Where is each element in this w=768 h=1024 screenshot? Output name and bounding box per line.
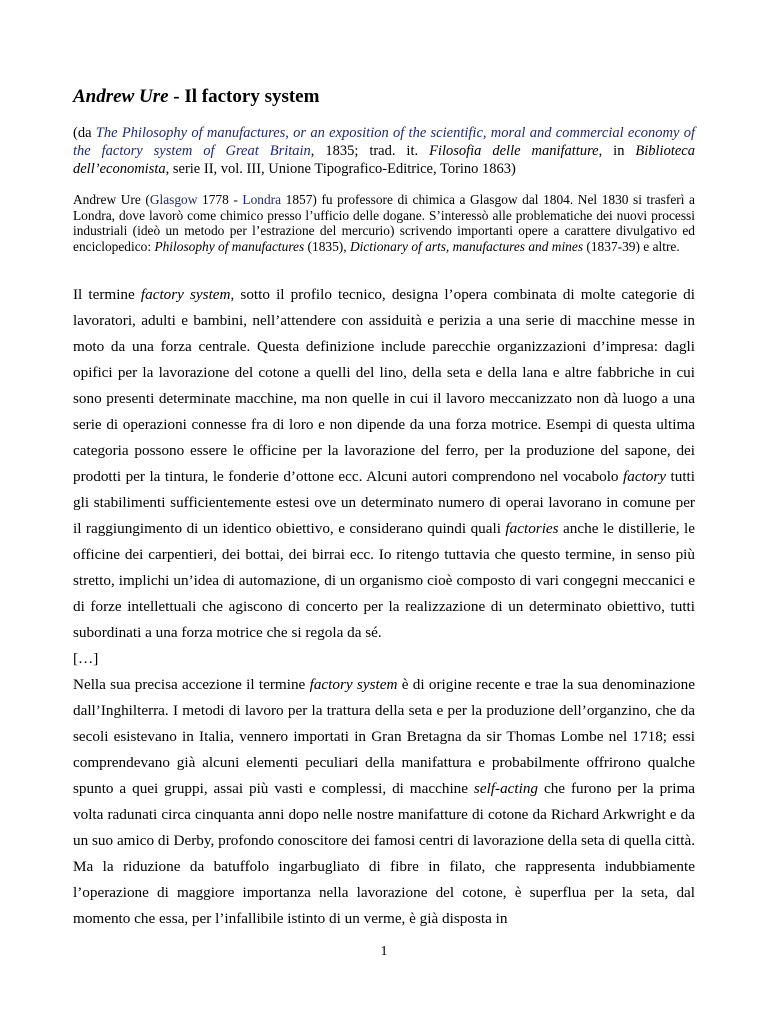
para1-em-2: factory [623, 468, 667, 485]
bio-part-3: 1857) fu professore di chimica a Glasgow dal 1804. Nel 1830 si trasferì a Londra, dove lavorò come chimico presso l’ufficio delle dogane. S’interessò alle problematiche dei nuovi processi industriali (ideò un metodo per l’estrazione del mercurio) scrivendo importanti opere a carattere divulgativo ed enciclopedico: [73, 192, 695, 254]
bio-work-1: Philosophy of manufactures [154, 238, 305, 254]
source-open: (da [73, 125, 96, 141]
bio-part-5: (1837-39) e altre. [583, 238, 680, 254]
source-tail: , serie II, vol. III, Unione Tipografico-Editrice, Torino 1863) [165, 161, 516, 177]
para2-em-2: self-acting [473, 780, 539, 797]
body-paragraph-1 [73, 282, 695, 646]
author-bio [73, 192, 695, 254]
para1-text-1: Il termine [73, 286, 141, 303]
page-number: 1 [380, 944, 388, 959]
body-paragraph-2 [73, 672, 695, 932]
title-author: Andrew Ure [73, 86, 169, 107]
italian-title: Filosofia delle manifatture [429, 143, 599, 159]
para2-text-1: Nella sua precisa accezione il termine [73, 676, 310, 693]
source-citation [73, 124, 695, 178]
source-in: , in [598, 143, 636, 159]
title-rest: - Il factory system [168, 86, 320, 107]
source-after-title: , 1835; trad. it. [310, 143, 430, 159]
para1-em-3: factories [505, 520, 559, 537]
para1-em-1: factory system [140, 286, 231, 303]
collection-title: Biblioteca dell’economista [73, 143, 695, 177]
omission-mark: […] [73, 650, 99, 667]
page-title [73, 84, 695, 110]
para2-em-1: factory system [309, 676, 398, 693]
para1-text-3: tutti gli stabilimenti sufficientemente estesi ove un determinato numero di operai lavorano in comune per il raggiungimento di un identico obiettivo, e considerano quindi quali [73, 468, 695, 537]
para2-text-2: è di origine recente e trae la sua denominazione dall’Inghilterra. I metodi di lavoro per la trattura della seta e per la produzione dell’organzino, che da secoli esistevano in Italia, vennero importati in Gran Bretagna da sir Thomas Lombe nel 1718; essi comprendevano già alcuni elementi peculiari della manifattura e probabilmente offrirono qualche spunto a quei gruppi, assai più vasti e complessi, di macchine [73, 676, 695, 797]
para1-text-2: , sotto il profilo tecnico, designa l’opera combinata di molte categorie di lavoratori, adulti e bambini, nell’attendere con assiduità e perizia a una serie di macchine messe in moto da una forza centrale. Questa definizione include parecchie organizzazioni d’impresa: dagli opifici per la lavorazione del cotone a quelli del lino, della seta e della lana e altre fabbriche in cui sono presenti determinate macchine, ma non quelle in cui il lavoro meccanizzato non dà luogo a una serie di operazioni connesse fra di loro e non dipende da una forza motrice. Esempi di questa ultima categoria possono essere le officine per la lavorazione del ferro, per la produzione del sapone, dei prodotti per la tintura, le fonderie d’ottone ecc. Alcuni autori comprendono nel vocabolo [73, 286, 695, 485]
birth-place-link[interactable]: Glasgow [149, 192, 198, 207]
original-title: The Philosophy of manufactures, or an exposition of the scientific, moral and commercial economy of the factory system of Great Britain [73, 125, 695, 159]
para1-text-4: anche le distillerie, le officine dei carpentieri, dei bottai, dei birrai ecc. Io ritengo tuttavia che questo termine, in senso più stretto, implichi un’idea di automazione, di un organismo cioè composto di vari congegni meccanici e di forze intellettuali che agiscono di concerto per la realizzazione di un determinato obiettivo, tutti subordinati a una forza motrice che si regola da sé. [73, 520, 695, 641]
bio-work-2: Dictionary of arts, manufactures and mines [349, 238, 584, 254]
bio-part-4: (1835), [304, 238, 350, 254]
death-place-link[interactable]: Londra [242, 192, 282, 207]
bio-part-1: Andrew Ure ( [73, 192, 150, 207]
para2-text-3: che furono per la prima volta radunati circa cinquanta anni dopo nelle nostre manifatture di cotone da Richard Arkwright e da un suo amico di Derby, profondo conoscitore dei famosi centri di lavorazione della seta di quella città. Ma la riduzione da batuffolo ingarbugliato di fibre in filato, che rappresenta indubbiamente l’operazione di maggiore importanza nella lavorazione del cotone, è superflua per la seta, dal momento che essa, per l’infallibile istinto di un verme, è già disposta in [73, 780, 696, 927]
document-page [73, 84, 695, 932]
bio-part-2: 1778 - [197, 192, 243, 207]
